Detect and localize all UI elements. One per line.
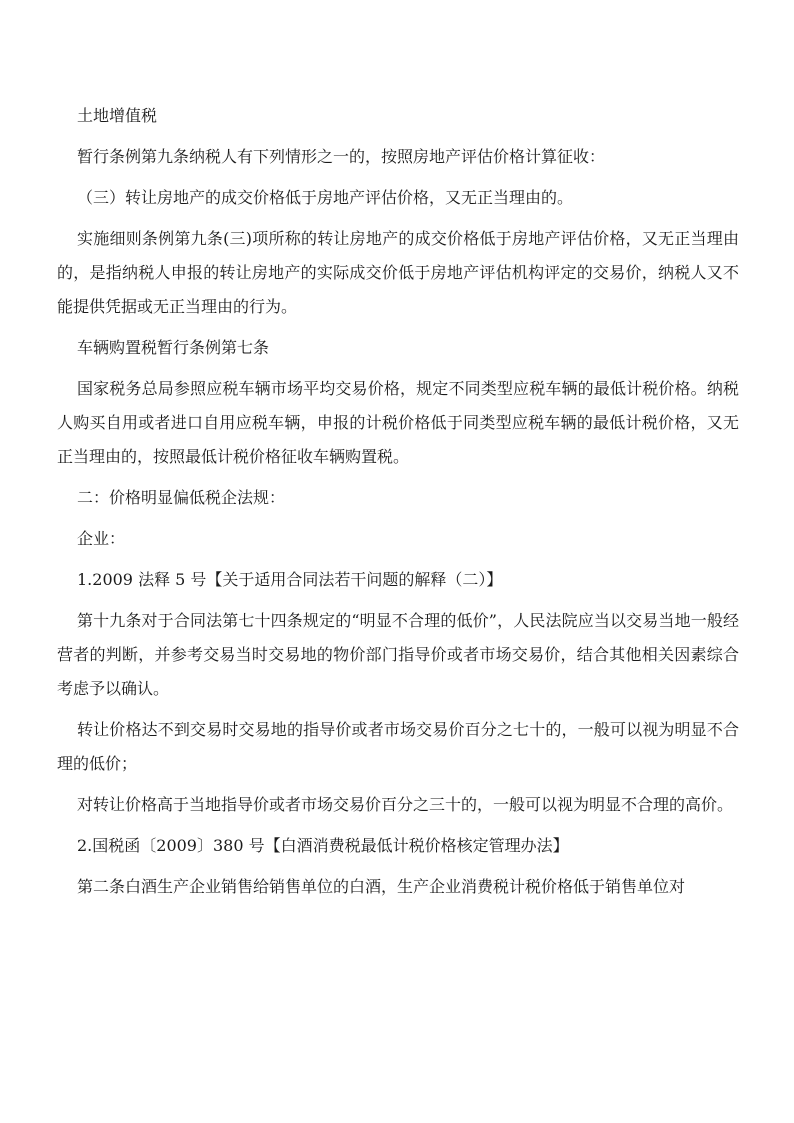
paragraph-thirty-percent: 对转让价格高于当地指导价或者市场交易价百分之三十的，一般可以视为明显不合理的高价。 (77, 795, 734, 814)
paragraph-item-3: （三）转让房地产的成交价格低于房地产评估价格，又无正当理由的。 (77, 188, 574, 207)
paragraph-article-2-liquor: 第二条白酒生产企业销售给销售单位的白酒，生产企业消费税计税价格低于销售单位对 (77, 877, 686, 896)
document-body (57, 99, 739, 911)
heading-land-vat: 土地增值税 (77, 106, 158, 125)
paragraph-interim-regulation-article-9: 暂行条例第九条纳税人有下列情形之一的，按照房地产评估价格计算征收： (77, 147, 606, 166)
heading-enterprise: 企业： (77, 529, 126, 548)
heading-section-two: 二：价格明显偏低税企法规： (77, 488, 286, 507)
paragraph-implementation-rules: 实施细则条例第九条(三)项所称的转让房地产的成交价格低于房地产评估价格，又无正当理由的，是指纳税人申报的转让房地产的实际成交价低于房地产评估机构评定的交易价，纳税人又不能提供凭据或无正当理由的行为。 (57, 229, 739, 316)
paragraph-minimum-tax-price: 国家税务总局参照应税车辆市场平均交易价格，规定不同类型应税车辆的最低计税价格。纳税人购买自用或者进口自用应税车辆，申报的计税价格低于同类型应税车辆的最低计税价格，又无正当理由的，按照最低计税价格征收车辆购置税。 (57, 379, 739, 466)
paragraph-article-19: 第十九条对于合同法第七十四条规定的“明显不合理的低价”，人民法院应当以交易当地一般经营者的判断，并参考交易当时交易地的物价部门指导价或者市场交易价，结合其他相关因素综合考虑予以确认。 (57, 611, 739, 698)
paragraph-seventy-percent: 转让价格达不到交易时交易地的指导价或者市场交易价百分之七十的，一般可以视为明显不合理的低价； (57, 720, 739, 773)
heading-item-2: 2.国税函〔2009〕380 号【白酒消费税最低计税价格核定管理办法】 (77, 836, 569, 855)
heading-vehicle-purchase-tax: 车辆购置税暂行条例第七条 (77, 338, 270, 357)
heading-item-1: 1.2009 法释 5 号【关于适用合同法若干问题的解释（二）】 (77, 570, 503, 589)
